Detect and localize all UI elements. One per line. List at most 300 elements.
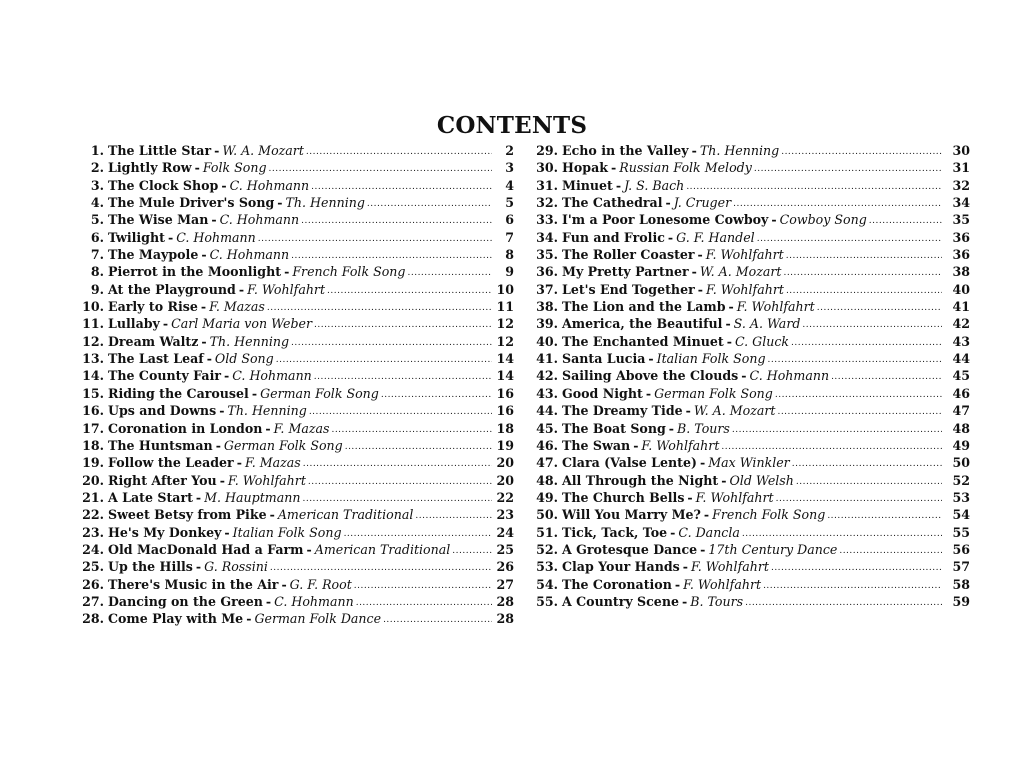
toc-entry[interactable]	[528, 385, 970, 402]
dot-leader	[745, 597, 942, 609]
entry-number: 11.	[82, 316, 104, 332]
toc-entry[interactable]	[74, 211, 514, 228]
entry-author: C. Hohmann	[749, 368, 830, 384]
entry-number: 32.	[536, 195, 558, 211]
toc-entry[interactable]	[74, 541, 514, 558]
entry-separator: -	[633, 437, 639, 453]
entry-separator: -	[697, 247, 703, 263]
toc-entry[interactable]	[528, 298, 970, 315]
dot-leader	[354, 580, 492, 592]
entry-number: 8.	[90, 264, 104, 280]
entry-author: F. Mazas	[244, 455, 301, 471]
toc-entry[interactable]	[528, 246, 970, 263]
entry-number: 25.	[82, 559, 104, 575]
entry-title: The Cathedral	[562, 195, 663, 211]
toc-entry[interactable]	[74, 246, 514, 263]
entry-author: Old Song	[214, 351, 274, 367]
entry-separator: -	[265, 593, 272, 609]
toc-entry[interactable]	[74, 367, 514, 384]
entry-author: Old Welsh	[729, 472, 794, 488]
entry-separator: -	[697, 281, 703, 297]
entry-page-number: 27	[496, 576, 514, 592]
dot-leader	[301, 215, 492, 227]
entry-page-number: 20	[496, 472, 514, 488]
toc-entry[interactable]	[528, 593, 970, 610]
entry-number: 18.	[82, 437, 104, 453]
entry-number: 28.	[82, 611, 104, 627]
entry-separator: -	[725, 316, 731, 332]
entry-author: Th. Henning	[699, 143, 780, 158]
entry-author: German Folk Dance	[254, 611, 382, 627]
entry-author: F. Wohlfahrt	[705, 247, 784, 263]
entry-author: C. Hohmann	[219, 212, 300, 228]
entry-separator: -	[211, 212, 217, 228]
entry-separator: -	[691, 143, 697, 158]
entry-author: F. Wohlfahrt	[695, 489, 774, 505]
dot-leader	[754, 163, 942, 175]
entry-author: 17th Century Dance	[708, 541, 838, 557]
entry-author: S. A. Ward	[733, 316, 801, 332]
entry-title: The Little Star	[108, 143, 212, 158]
entry-separator: -	[703, 507, 710, 523]
dot-leader	[791, 337, 942, 349]
entry-author: C. Hohmann	[209, 247, 290, 263]
entry-author: W. A. Mozart	[693, 403, 776, 419]
toc-entry[interactable]	[74, 402, 514, 419]
dot-leader	[732, 424, 942, 436]
toc-entry[interactable]	[74, 177, 514, 194]
entry-page-number: 53	[952, 489, 970, 505]
entry-page-number: 12	[496, 333, 514, 349]
entry-author: Th. Henning	[209, 333, 290, 349]
toc-entry[interactable]	[74, 420, 514, 437]
entry-title: Clap Your Hands	[562, 559, 680, 575]
toc-entry[interactable]	[528, 159, 970, 176]
entry-page-number: 32	[952, 177, 970, 193]
entry-number: 30.	[536, 160, 558, 176]
toc-entry[interactable]	[74, 315, 514, 332]
entry-separator: -	[194, 160, 200, 176]
dot-leader	[686, 181, 942, 193]
entry-title: A Grotesque Dance	[562, 541, 698, 557]
entry-number: 34.	[536, 229, 558, 245]
entry-separator: -	[206, 351, 212, 367]
entry-title: The Wise Man	[108, 212, 209, 228]
entry-author: G. Rossini	[204, 559, 268, 575]
entry-number: 39.	[536, 316, 558, 332]
entry-author: J. Cruger	[673, 195, 732, 211]
entry-separator: -	[682, 593, 688, 609]
entry-number: 46.	[536, 437, 558, 453]
entry-page-number: 5	[505, 195, 514, 211]
entry-title: The Mule Driver's Song	[108, 195, 275, 211]
entry-separator: -	[648, 351, 654, 367]
entry-separator: -	[221, 177, 227, 193]
entry-author: J. S. Bach	[624, 177, 685, 193]
entry-title: The Enchanted Minuet	[562, 333, 724, 349]
entry-author: Carl Maria von Weber	[171, 316, 312, 332]
entry-page-number: 2	[505, 143, 514, 158]
entry-separator: -	[201, 333, 207, 349]
entry-title: Dream Waltz	[108, 333, 199, 349]
entry-separator: -	[281, 576, 287, 592]
dot-leader	[786, 285, 942, 297]
dot-leader	[781, 146, 942, 158]
toc-entry[interactable]	[528, 402, 970, 419]
dot-leader	[407, 267, 492, 279]
entry-author: B. Tours	[690, 593, 744, 609]
entry-page-number: 56	[952, 541, 970, 557]
dot-leader	[291, 250, 492, 262]
dot-leader	[783, 267, 942, 279]
dot-leader	[786, 250, 942, 262]
entry-number: 17.	[82, 420, 104, 436]
entry-author: F. Wohlfahrt	[227, 472, 306, 488]
entry-title: Lullaby	[108, 316, 160, 332]
entry-number: 19.	[82, 455, 104, 471]
dot-leader	[303, 458, 492, 470]
toc-entry[interactable]	[74, 576, 514, 593]
entry-page-number: 18	[496, 420, 514, 436]
entry-page-number: 14	[496, 351, 514, 367]
toc-entry[interactable]	[528, 367, 970, 384]
entry-number: 15.	[82, 385, 104, 401]
dot-leader	[776, 493, 942, 505]
entry-title: The Church Bells	[562, 489, 685, 505]
entry-separator: -	[699, 455, 706, 471]
entry-page-number: 12	[496, 316, 514, 332]
entry-number: 13.	[82, 351, 104, 367]
toc-entry[interactable]	[528, 350, 970, 367]
entry-author: French Folk Song	[292, 264, 406, 280]
entry-page-number: 41	[952, 299, 970, 315]
entry-page-number: 11	[496, 299, 514, 315]
entry-author: W. A. Mozart	[222, 143, 304, 158]
entry-separator: -	[728, 299, 734, 315]
toc-entry[interactable]	[74, 159, 514, 176]
toc-entry[interactable]	[74, 350, 514, 367]
entry-title: Twilight	[108, 229, 165, 245]
dot-leader	[827, 510, 942, 522]
entry-title: Right After You	[108, 472, 217, 488]
dot-leader	[757, 233, 942, 245]
entry-author: Th. Henning	[285, 195, 365, 211]
entry-number: 1.	[90, 143, 104, 158]
entry-number: 41.	[536, 351, 558, 367]
entry-author: C. Hohmann	[232, 368, 312, 384]
entry-author: G. F. Root	[289, 576, 352, 592]
entry-number: 21.	[82, 489, 104, 505]
toc-entry[interactable]	[74, 194, 514, 211]
toc-entry[interactable]	[528, 263, 970, 280]
toc-entry[interactable]	[528, 211, 970, 228]
entry-author: F. Wohlfahrt	[683, 576, 762, 592]
toc-entry[interactable]	[528, 177, 970, 194]
entry-title: Come Play with Me	[108, 611, 244, 627]
dot-leader	[270, 562, 492, 574]
entry-author: Russian Folk Melody	[619, 160, 752, 176]
dot-leader	[452, 545, 492, 557]
toc-entry[interactable]	[528, 194, 970, 211]
dot-leader	[742, 528, 942, 540]
toc-entry[interactable]	[528, 333, 970, 350]
entry-separator: -	[219, 472, 225, 488]
entry-page-number: 44	[952, 351, 970, 367]
entry-title: The Clock Shop	[108, 177, 219, 193]
entry-number: 45.	[536, 420, 558, 436]
entry-title: Follow the Leader	[108, 455, 234, 471]
entry-page-number: 28	[496, 611, 514, 627]
entry-number: 33.	[536, 212, 558, 228]
entry-number: 2.	[90, 160, 104, 176]
dot-leader	[817, 302, 942, 314]
dot-leader	[763, 580, 942, 592]
toc-entry[interactable]	[74, 229, 514, 246]
entry-number: 14.	[82, 368, 104, 384]
entry-separator: -	[251, 385, 258, 401]
entry-title: The Maypole	[108, 247, 199, 263]
entry-page-number: 52	[952, 472, 970, 488]
entry-title: The Swan	[562, 437, 631, 453]
toc-entry[interactable]	[528, 472, 970, 489]
toc-entry[interactable]	[528, 524, 970, 541]
dot-leader	[771, 562, 942, 574]
entry-page-number: 48	[952, 420, 970, 436]
dot-leader	[308, 476, 492, 488]
dot-leader	[327, 285, 492, 297]
entry-author: W. A. Mozart	[699, 264, 782, 280]
toc-entry[interactable]	[74, 263, 514, 280]
entry-separator: -	[674, 576, 681, 592]
entry-number: 29.	[536, 143, 558, 158]
entry-title: Clara (Valse Lente)	[562, 455, 697, 471]
dot-leader	[331, 424, 492, 436]
toc-entry[interactable]	[74, 333, 514, 350]
entry-page-number: 22	[496, 489, 514, 505]
entry-page-number: 34	[952, 195, 970, 211]
entry-author: C. Hohmann	[176, 229, 256, 245]
entry-page-number: 7	[505, 229, 514, 245]
dot-leader	[309, 406, 492, 418]
toc-entry[interactable]	[74, 281, 514, 298]
toc-entry[interactable]	[528, 541, 970, 558]
entry-separator: -	[195, 489, 202, 505]
toc-entry[interactable]	[74, 472, 514, 489]
toc-entry[interactable]	[74, 524, 514, 541]
entry-page-number: 38	[952, 264, 970, 280]
entry-page-number: 50	[952, 455, 970, 471]
entry-page-number: 31	[952, 160, 970, 176]
dot-leader	[802, 319, 942, 331]
entry-number: 38.	[536, 299, 558, 315]
entry-number: 48.	[536, 472, 558, 488]
entry-separator: -	[200, 299, 207, 315]
page-title: CONTENTS	[436, 112, 588, 139]
entry-separator: -	[726, 333, 732, 349]
dot-leader	[839, 545, 942, 557]
toc-entry[interactable]	[528, 142, 970, 159]
toc-entry[interactable]	[528, 229, 970, 246]
entry-number: 55.	[536, 593, 558, 609]
toc-entry[interactable]	[74, 610, 514, 627]
toc-entry[interactable]	[74, 385, 514, 402]
entry-number: 5.	[90, 212, 104, 228]
entry-separator: -	[721, 472, 727, 488]
entry-number: 42.	[536, 368, 558, 384]
entry-title: Hopak	[562, 160, 608, 176]
dot-leader	[768, 354, 942, 366]
dot-leader	[267, 302, 492, 314]
entry-author: G. F. Handel	[676, 229, 755, 245]
entry-separator: -	[700, 541, 706, 557]
dot-leader	[415, 510, 492, 522]
entry-page-number: 16	[496, 385, 514, 401]
toc-entry[interactable]	[528, 420, 970, 437]
toc-entry[interactable]	[528, 576, 970, 593]
entry-title: Old MacDonald Had a Farm	[108, 541, 304, 557]
dot-leader	[796, 476, 942, 488]
entry-title: Early to Rise	[108, 299, 198, 315]
dot-leader	[258, 233, 492, 245]
entry-number: 49.	[536, 489, 558, 505]
dot-leader	[367, 198, 492, 210]
entry-separator: -	[195, 559, 202, 575]
entry-title: Minuet	[562, 177, 613, 193]
entry-page-number: 3	[505, 160, 514, 176]
entry-page-number: 54	[952, 507, 970, 523]
entry-author: Folk Song	[202, 160, 267, 176]
entry-number: 27.	[82, 593, 104, 609]
entry-title: Sweet Betsy from Pike	[108, 507, 267, 523]
entry-number: 22.	[82, 507, 104, 523]
toc-entry[interactable]	[74, 437, 514, 454]
dot-leader	[302, 493, 492, 505]
entry-author: German Folk Song	[260, 385, 379, 401]
dot-leader	[311, 181, 492, 193]
entry-number: 24.	[82, 541, 104, 557]
toc-entry[interactable]	[528, 454, 970, 471]
dot-leader	[777, 406, 942, 418]
entry-page-number: 20	[496, 455, 514, 471]
entry-page-number: 26	[496, 559, 514, 575]
entry-page-number: 14	[496, 368, 514, 384]
dot-leader	[345, 441, 492, 453]
entry-separator: -	[215, 437, 221, 453]
entry-title: The Boat Song	[562, 420, 666, 436]
entry-page-number: 25	[496, 541, 514, 557]
entry-author: American Traditional	[277, 507, 414, 523]
entry-title: The Lion and the Lamb	[562, 299, 726, 315]
toc-entry[interactable]	[528, 315, 970, 332]
entry-author: American Traditional	[314, 541, 451, 557]
entry-separator: -	[682, 559, 688, 575]
entry-page-number: 28	[496, 593, 514, 609]
entry-page-number: 45	[952, 368, 970, 384]
dot-leader	[269, 163, 492, 175]
toc-entry[interactable]	[528, 281, 970, 298]
entry-separator: -	[246, 611, 252, 627]
entry-title: There's Music in the Air	[108, 576, 279, 592]
dot-leader	[344, 528, 492, 540]
entry-separator: -	[238, 281, 245, 297]
dot-leader	[381, 389, 492, 401]
entry-number: 31.	[536, 177, 558, 193]
toc-entry[interactable]	[528, 506, 970, 523]
entry-page-number: 35	[952, 212, 970, 228]
entry-author: C. Gluck	[734, 333, 790, 349]
toc-entry[interactable]	[528, 489, 970, 506]
toc-entry[interactable]	[74, 593, 514, 610]
toc-entry[interactable]	[74, 454, 514, 471]
toc-entry[interactable]	[528, 558, 970, 575]
entry-author: F. Wohlfahrt	[247, 281, 326, 297]
toc-entry[interactable]	[74, 558, 514, 575]
toc-entry[interactable]	[74, 489, 514, 506]
entry-author: German Folk Song	[654, 385, 773, 401]
entry-author: F. Mazas	[273, 420, 330, 436]
entry-author: German Folk Song	[223, 437, 343, 453]
entry-page-number: 36	[952, 247, 970, 263]
entry-title: Coronation in London	[108, 420, 263, 436]
dot-leader	[733, 198, 942, 210]
toc-entry[interactable]	[74, 142, 514, 159]
toc-entry[interactable]	[74, 298, 514, 315]
entry-title: All Through the Night	[562, 472, 719, 488]
dot-leader	[291, 337, 492, 349]
entry-page-number: 49	[952, 437, 970, 453]
entry-separator: -	[741, 368, 747, 384]
entry-separator: -	[645, 385, 652, 401]
entry-page-number: 43	[952, 333, 970, 349]
dot-leader	[314, 319, 492, 331]
entry-separator: -	[201, 247, 207, 263]
entry-separator: -	[670, 524, 676, 540]
entry-author: F. Wohlfahrt	[736, 299, 815, 315]
entry-number: 43.	[536, 385, 558, 401]
dot-leader	[306, 146, 492, 158]
entry-author: F. Wohlfahrt	[641, 437, 720, 453]
entry-title: Dancing on the Green	[108, 593, 263, 609]
entry-title: The Roller Coaster	[562, 247, 695, 263]
entry-separator: -	[269, 507, 275, 523]
entry-page-number: 16	[496, 403, 514, 419]
entry-title: The County Fair	[108, 368, 222, 384]
dot-leader	[721, 441, 942, 453]
entry-title: I'm a Poor Lonesome Cowboy	[562, 212, 769, 228]
entry-title: My Pretty Partner	[562, 264, 689, 280]
entry-author: Th. Henning	[227, 403, 307, 419]
entry-number: 26.	[82, 576, 104, 592]
entry-number: 35.	[536, 247, 558, 263]
contents-column-right	[528, 142, 970, 610]
entry-number: 20.	[82, 472, 104, 488]
entry-number: 6.	[90, 229, 104, 245]
entry-author: C. Hohmann	[274, 593, 354, 609]
entry-separator: -	[667, 229, 674, 245]
toc-entry[interactable]	[74, 506, 514, 523]
entry-author: C. Dancla	[678, 524, 740, 540]
entry-separator: -	[277, 195, 283, 211]
entry-title: The Huntsman	[108, 437, 213, 453]
entry-separator: -	[219, 403, 225, 419]
entry-separator: -	[691, 264, 697, 280]
entry-author: Max Winkler	[708, 455, 790, 471]
entry-title: The Last Leaf	[108, 351, 204, 367]
entry-number: 7.	[90, 247, 104, 263]
toc-entry[interactable]	[528, 437, 970, 454]
dot-leader	[831, 371, 942, 383]
entry-page-number: 59	[952, 593, 970, 609]
